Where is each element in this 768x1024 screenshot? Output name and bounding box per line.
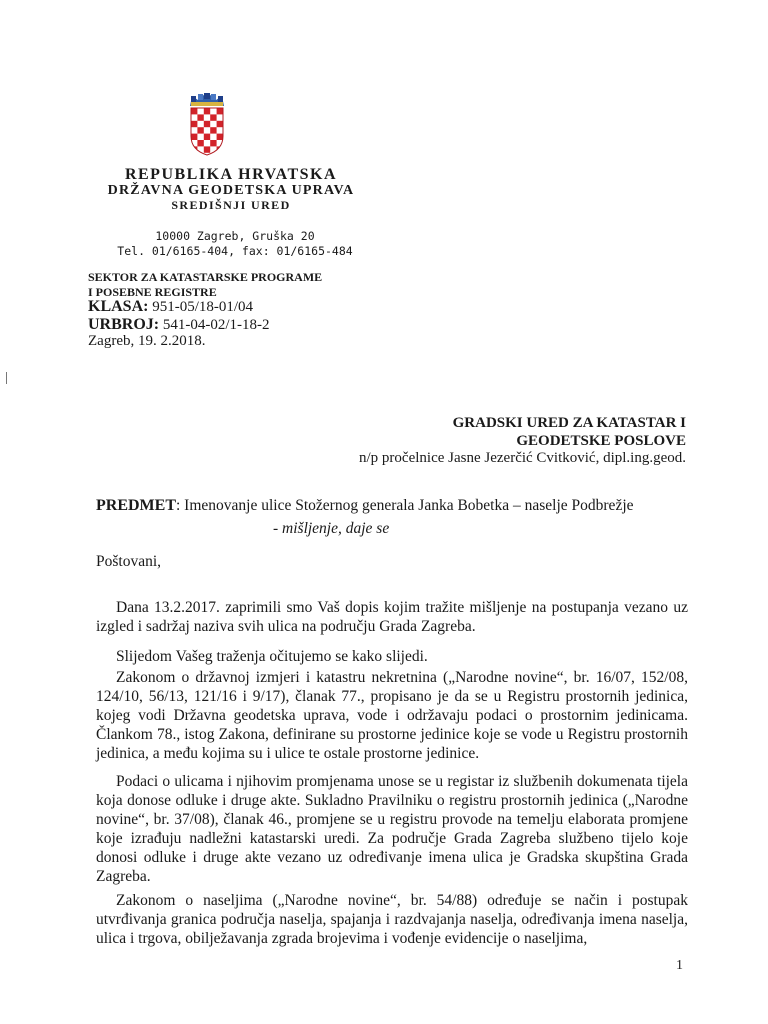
subject-line-2: - mišljenje, daje se [273, 520, 390, 537]
paragraph-4: Podaci o ulicama i njihovim promjenama unose se u registar iz službenih dokumenata tijela koja donose odluke i druge akte. Sukladno Pravilniku o registru prostornih jedinica („Narodne novine“, br. 37/08), članak 46., promjene se u registru provode na temelju elaborata promjene koje izrađuju nadležni katastarski uredi. Za područje Grada Zagreba službeno tijelo koje donosi odluke i druge akte vezano uz određivanje imena ulica je Gradska skupština Grada Zagreba. [96, 773, 688, 885]
paragraph-2: Slijedom Vašeg traženja očitujemo se kako slijedi. [116, 648, 428, 665]
page-number: 1 [676, 958, 683, 973]
country-name: REPUBLIKA HRVATSKA [124, 166, 338, 183]
klasa-label: KLASA: [88, 298, 149, 315]
recipient-line-1: GRADSKI URED ZA KATASTAR I [452, 415, 686, 431]
croatian-coat-of-arms-icon [188, 92, 226, 156]
klasa-reference [88, 298, 253, 316]
greeting: Poštovani, [96, 553, 162, 570]
office-address: 10000 Zagreb, Gruška 20 [155, 229, 315, 243]
office-phone: Tel. 01/6165-404, fax: 01/6165-484 [117, 244, 353, 258]
subject-label: PREDMET [96, 497, 176, 514]
sector-line-2: I POSEBNE REGISTRE [88, 285, 217, 299]
klasa-value: 951-05/18-01/04 [148, 299, 254, 315]
recipient-attention: n/p pročelnice Jasne Jezerčić Cvitković, dipl.ing.geod. [359, 450, 686, 466]
document-date: Zagreb, 19. 2.2018. [88, 333, 206, 349]
agency-name: DRŽAVNA GEODETSKA UPRAVA [107, 183, 355, 198]
subject-line [96, 497, 634, 515]
urbroj-value: 541-04-02/1-18-2 [159, 317, 270, 333]
office-name: SREDIŠNJI URED [171, 198, 291, 212]
margin-mark [6, 372, 7, 384]
recipient-line-2: GEODETSKE POSLOVE [516, 433, 686, 449]
paragraph-1: Dana 13.2.2017. zaprimili smo Vaš dopis kojim tražite mišljenje na postupanja vezano uz izgled i sadržaj naziva svih ulica na području Grada Zagreba. [96, 599, 688, 635]
urbroj-label: URBROJ: [88, 316, 160, 333]
paragraph-5: Zakonom o naseljima („Narodne novine“, br. 54/88) određuje se način i postupak utvrđivanja granica područja naselja, spajanja i razdvajanja naselja, određivanja imena naselja, ulica i trgova, obilježavanja zgrada brojevima i vođenje evidencije o naseljima, [96, 892, 688, 947]
urbroj-reference [88, 316, 270, 334]
subject-text: : Imenovanje ulice Stožernog generala Janka Bobetka – naselje Podbrežje [176, 497, 634, 514]
paragraph-3: Zakonom o državnoj izmjeri i katastru nekretnina („Narodne novine“, br. 16/07, 152/08, 124/10, 56/13, 121/16 i 9/17), članak 77., propisano je da se u Registru prostornih jedinica, kojeg vodi Državna geodetska uprava, vode i održavaju podaci o prostornim jedinicama. Člankom 78., istog Zakona, definirane su prostorne jedinice koje se vode u Registru prostornih jedinica, a među kojima su i ulice te ostale prostorne jedinice. [96, 669, 688, 762]
sector-line-1: SEKTOR ZA KATASTARSKE PROGRAME [88, 270, 323, 284]
